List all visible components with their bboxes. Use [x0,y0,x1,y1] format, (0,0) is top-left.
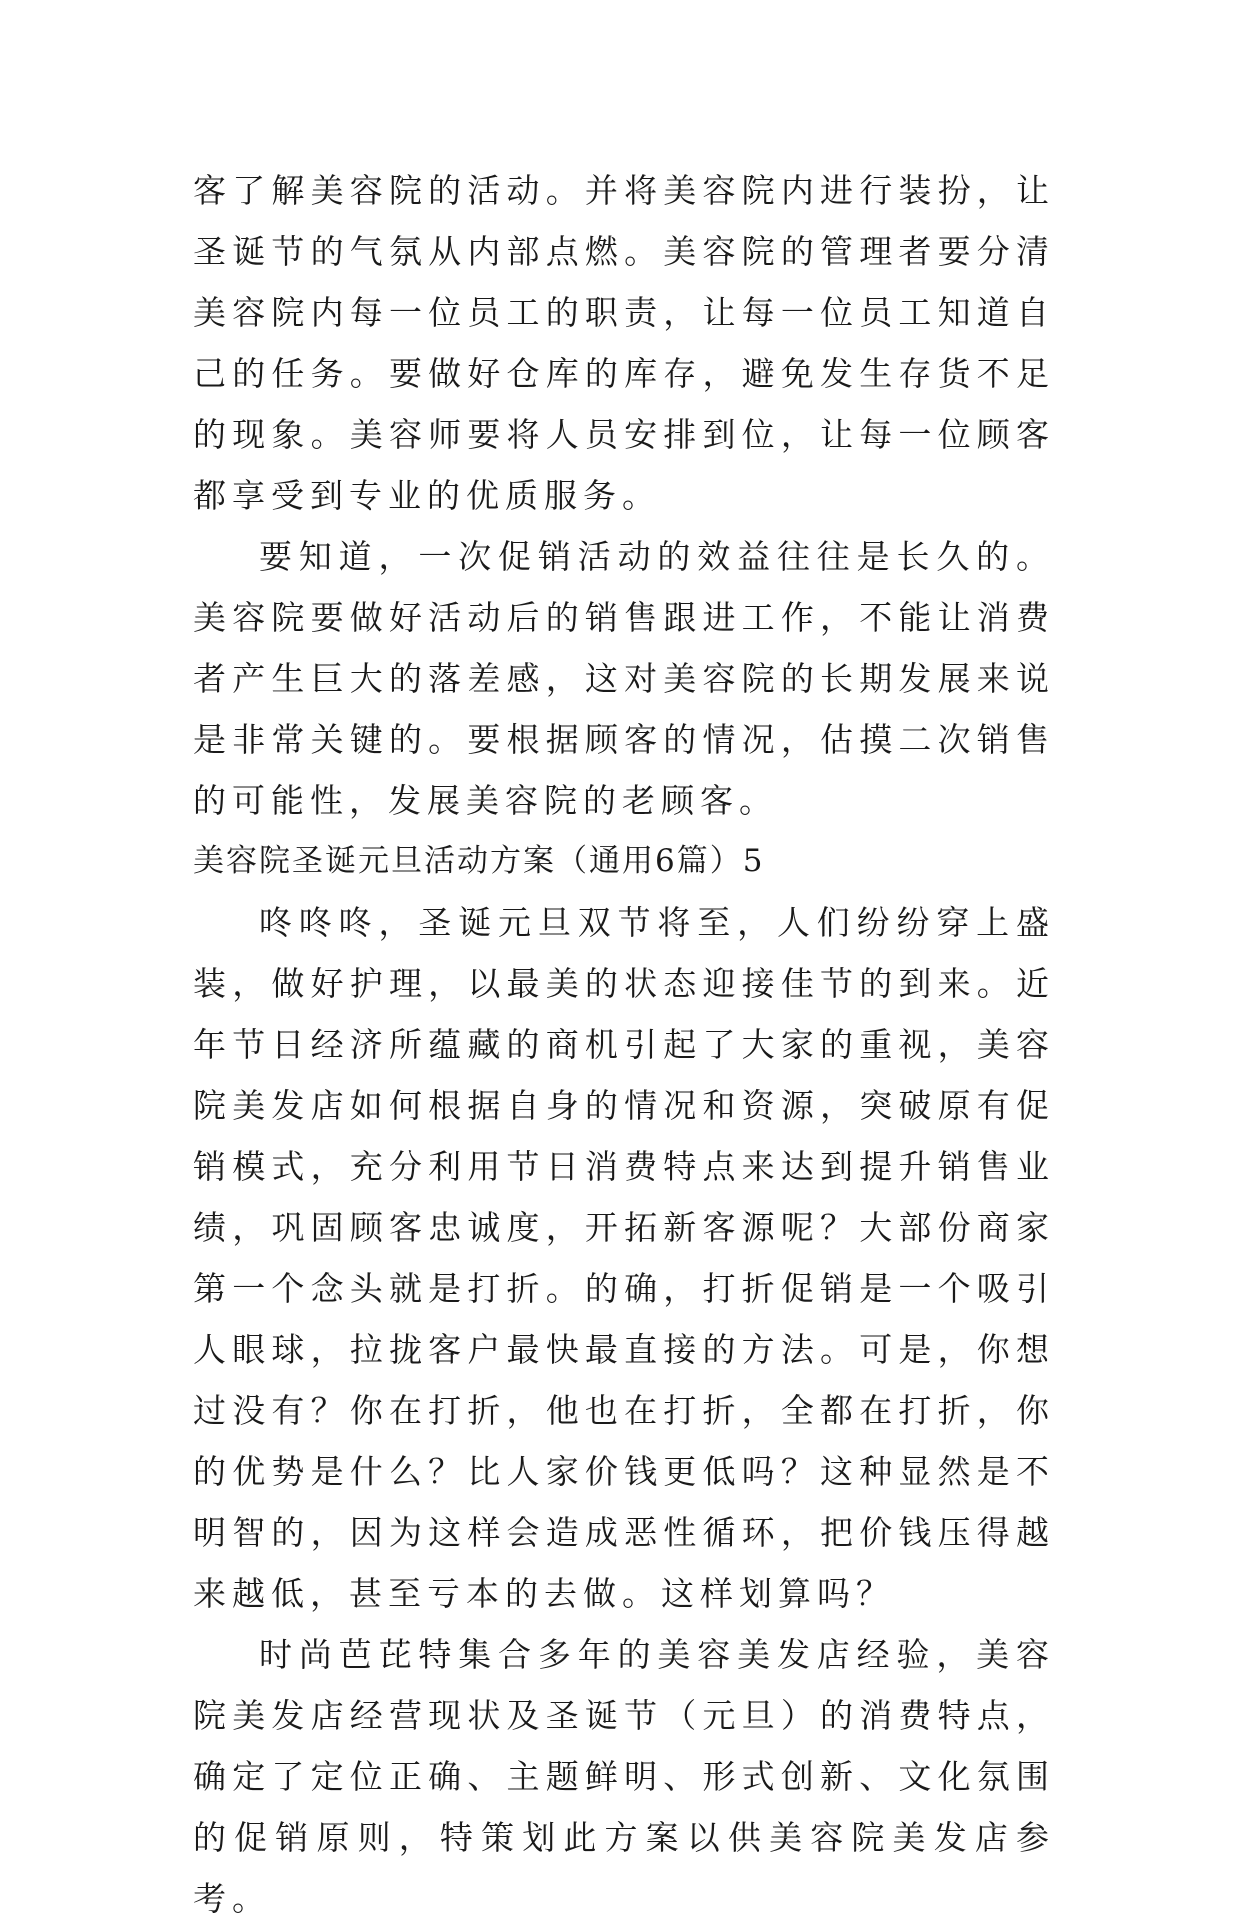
document-page [193,160,1055,1929]
paragraph-1: 客了解美容院的活动。并将美容院内进行装扮，让圣诞节的气氛从内部点燃。美容院的管理者要分清美容院内每一位员工的职责，让每一位员工知道自己的任务。要做好仓库的库存，避免发生存货不足的现象。美容师要将人员安排到位，让每一位顾客都享受到专业的优质服务。 [193,171,1055,515]
paragraph-2: 要知道，一次促销活动的效益往往是长久的。美容院要做好活动后的销售跟进工作，不能让消费者产生巨大的落差感，这对美容院的长期发展来说是非常关键的。要根据顾客的情况，估摸二次销售的可能性，发展美容院的老顾客。 [193,537,1055,820]
paragraph-4: 时尚芭芘特集合多年的美容美发店经验，美容院美发店经营现状及圣诞节（元旦）的消费特点，确定了定位正确、主题鲜明、形式创新、文化氛围的促销原则，特策划此方案以供美容院美发店参考。 [193,1635,1055,1918]
paragraph-3: 咚咚咚，圣诞元旦双节将至，人们纷纷穿上盛装，做好护理，以最美的状态迎接佳节的到来。近年节日经济所蕴藏的商机引起了大家的重视，美容院美发店如何根据自身的情况和资源，突破原有促销模式，充分利用节日消费特点来达到提升销售业绩，巩固顾客忠诚度，开拓新客源呢？大部份商家第一个念头就是打折。的确，打折促销是一个吸引人眼球，拉拢客户最快最直接的方法。可是，你想过没有？你在打折，他也在打折，全都在打折，你的优势是什么？比人家价钱更低吗？这种显然是不明智的，因为这样会造成恶性循环，把价钱压得越来越低，甚至亏本的去做。这样划算吗？ [193,903,1055,1613]
section-heading: 美容院圣诞元旦活动方案（通用6篇）5 [193,843,765,879]
